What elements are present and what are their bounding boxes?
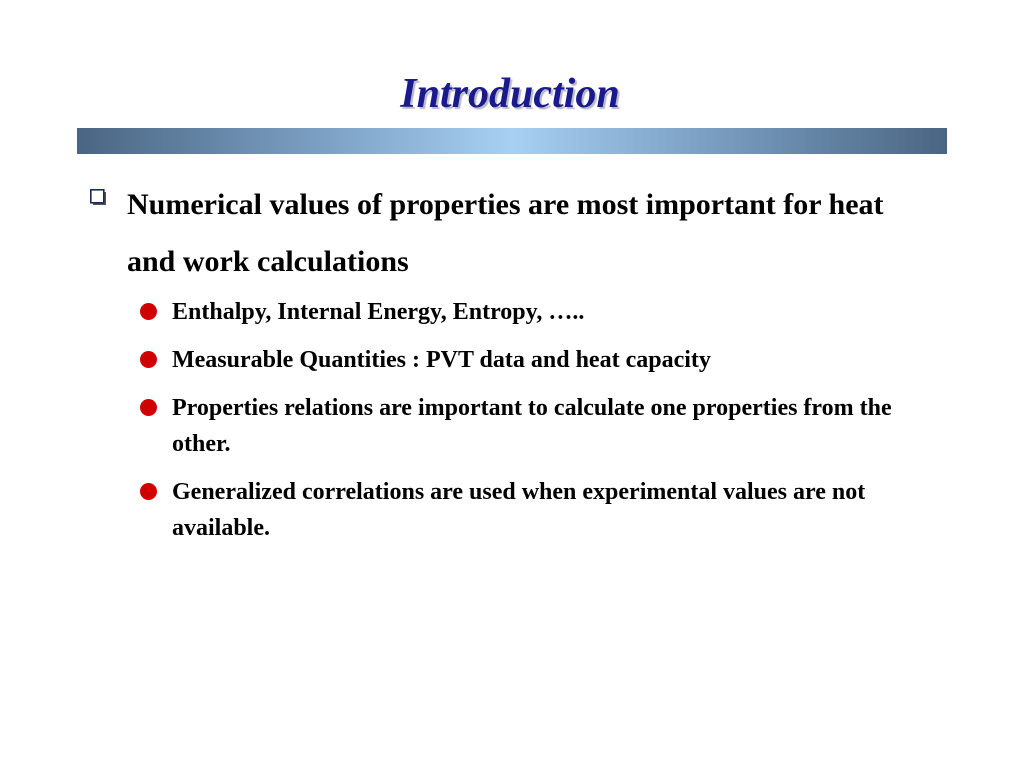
main-bullet-text: Numerical values of properties are most important for heat and work calculations — [127, 188, 884, 278]
list-item — [140, 294, 940, 330]
red-dot-bullet-icon — [140, 483, 157, 500]
red-dot-bullet-icon — [140, 303, 157, 320]
slide-title: Introduction — [400, 71, 620, 117]
sub-bullet-text: Generalized correlations are used when experimental values are not available. — [172, 479, 866, 541]
list-item — [140, 342, 940, 378]
list-item — [140, 390, 940, 462]
sub-bullet-text: Properties relations are important to calculate one properties from the other. — [172, 395, 892, 457]
red-dot-bullet-icon — [140, 351, 157, 368]
title-underline-bar — [77, 128, 947, 154]
sub-bullet-text: Measurable Quantities : PVT data and heat capacity — [172, 347, 711, 373]
list-item — [140, 474, 940, 546]
sub-bullet-text: Enthalpy, Internal Energy, Entropy, ….. — [172, 299, 585, 325]
sub-bullet-list — [140, 294, 940, 558]
red-dot-bullet-icon — [140, 399, 157, 416]
hollow-square-bullet-icon — [90, 189, 107, 206]
